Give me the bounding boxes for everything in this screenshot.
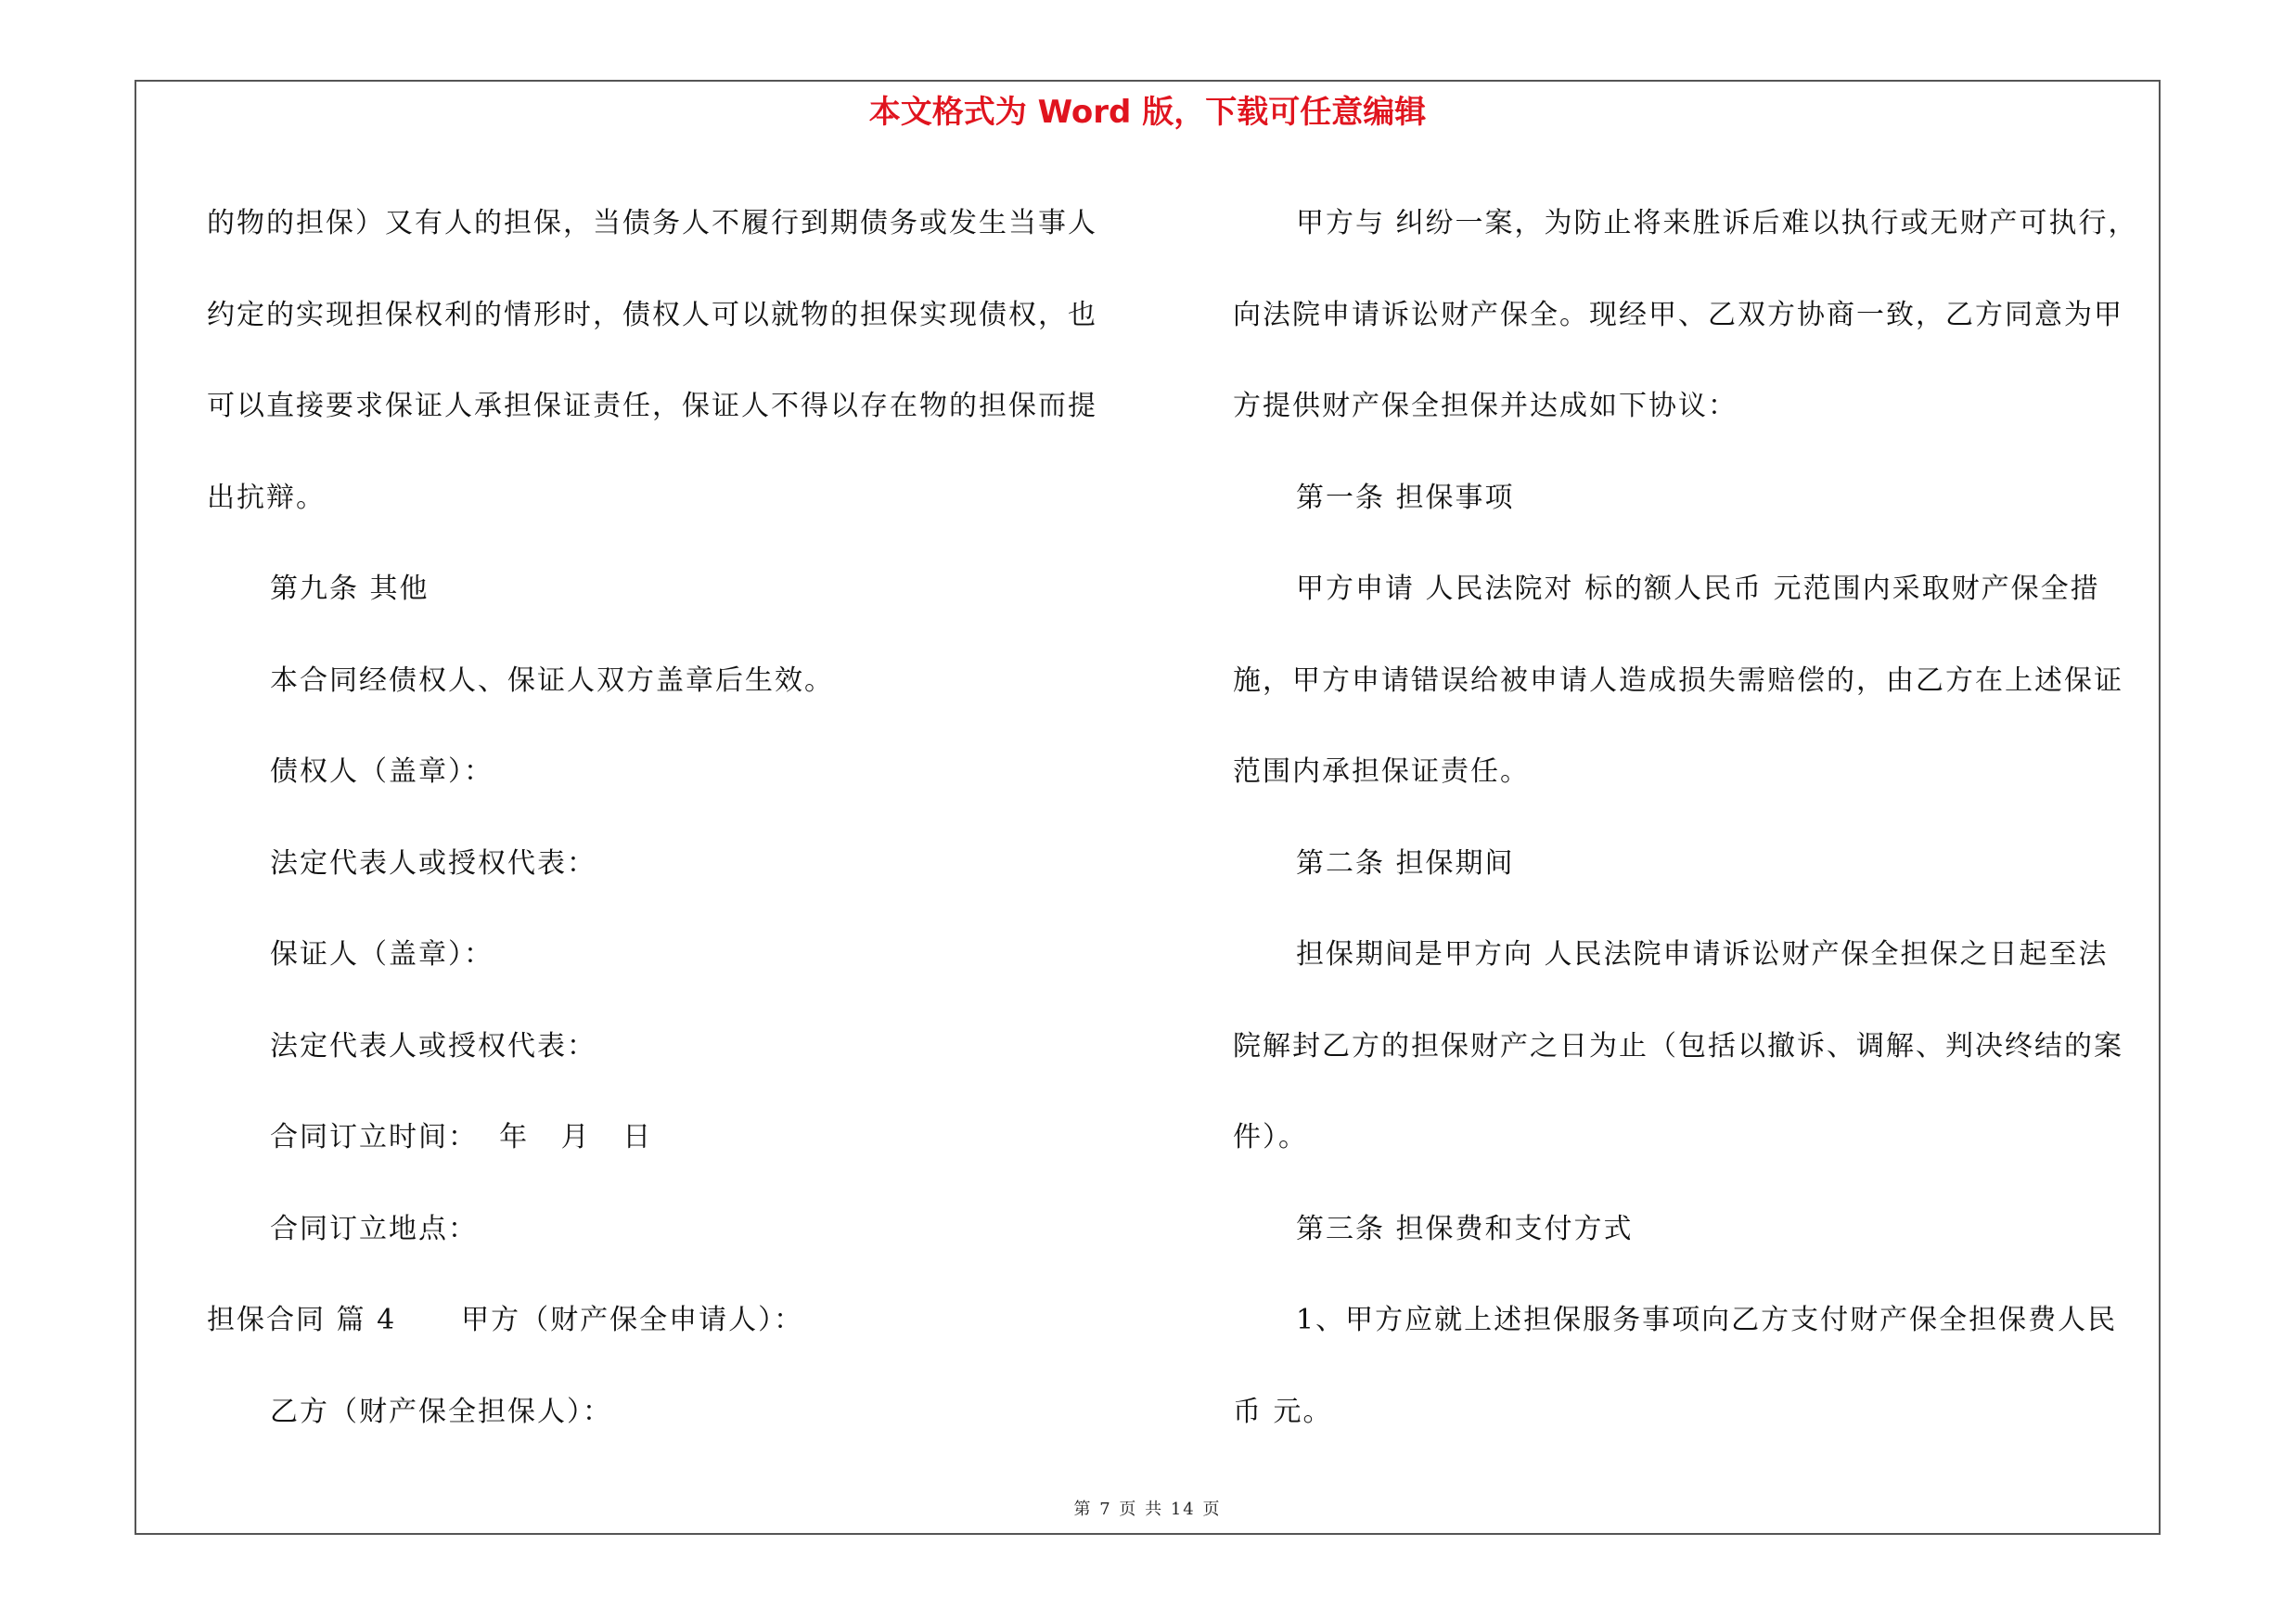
signature-line: 债权人（盖章）： [270,755,494,788]
body-line: 甲方与 纠纷一案，为防止将来胜诉后难以执行或无财产可执行， [1296,207,2138,239]
signature-line: 保证人（盖章）： [270,938,494,971]
body-line: 1、甲方应就上述担保服务事项向乙方支付财产保全担保费人民 [1296,1304,2118,1336]
article-heading: 第一条 担保事项 [1296,481,1515,514]
body-line: 本合同经债权人、保证人双方盖章后生效。 [270,663,834,697]
body-line: 方提供财产保全担保并达成如下协议： [1233,390,1738,422]
body-line: 院解封乙方的担保财产之日为止（包括以撤诉、调解、判决终结的案 [1233,1029,2123,1063]
body-line: 甲方申请 人民法院对 标的额人民币 元范围内采取财产保全措 [1296,573,2100,605]
body-line: 约定的实现担保权利的情形时，债权人可以就物的担保实现债权，也 [207,298,1097,331]
party-a-label: 甲方（财产保全申请人）： [461,1304,804,1336]
body-line: 可以直接要求保证人承担保证责任，保证人不得以存在物的担保而提 [207,390,1097,422]
body-line: 的物的担保）又有人的担保，当债务人不履行到期债务或发生当事人 [207,207,1097,239]
article-heading: 第二条 担保期间 [1296,846,1515,880]
body-line: 担保期间是甲方向 人民法院申请诉讼财产保全担保之日起至法 [1296,938,2109,971]
page-number: 第 7 页 共 14 页 [1073,1500,1222,1519]
contract-heading-line [207,1275,1144,1367]
article-heading: 第三条 担保费和支付方式 [1296,1212,1634,1245]
right-column [1233,178,2170,1458]
contract-title: 担保合同 篇 4 [207,1304,397,1336]
body-line: 向法院申请诉讼财产保全。现经甲、乙双方协商一致，乙方同意为甲 [1233,298,2123,331]
article-heading: 第九条 其他 [270,573,430,605]
party-b-label: 乙方（财产保全担保人）： [270,1395,612,1428]
left-column [207,178,1144,1458]
body-line: 出抗辩。 [207,481,326,514]
format-banner: 本文格式为 Word 版，下载可任意编辑 [868,94,1427,131]
body-line: 币 元。 [1233,1395,1333,1428]
body-line: 范围内承担保证责任。 [1233,755,1530,788]
place-line: 合同订立地点： [270,1212,478,1245]
body-line: 件）。 [1233,1121,1308,1153]
document-page [135,80,2161,1535]
signature-line: 法定代表人或授权代表： [270,1029,596,1063]
date-line: 合同订立时间： 年 月 日 [270,1121,653,1153]
body-line: 施，甲方申请错误给被申请人造成损失需赔偿的，由乙方在上述保证 [1233,663,2123,697]
signature-line: 法定代表人或授权代表： [270,846,596,880]
